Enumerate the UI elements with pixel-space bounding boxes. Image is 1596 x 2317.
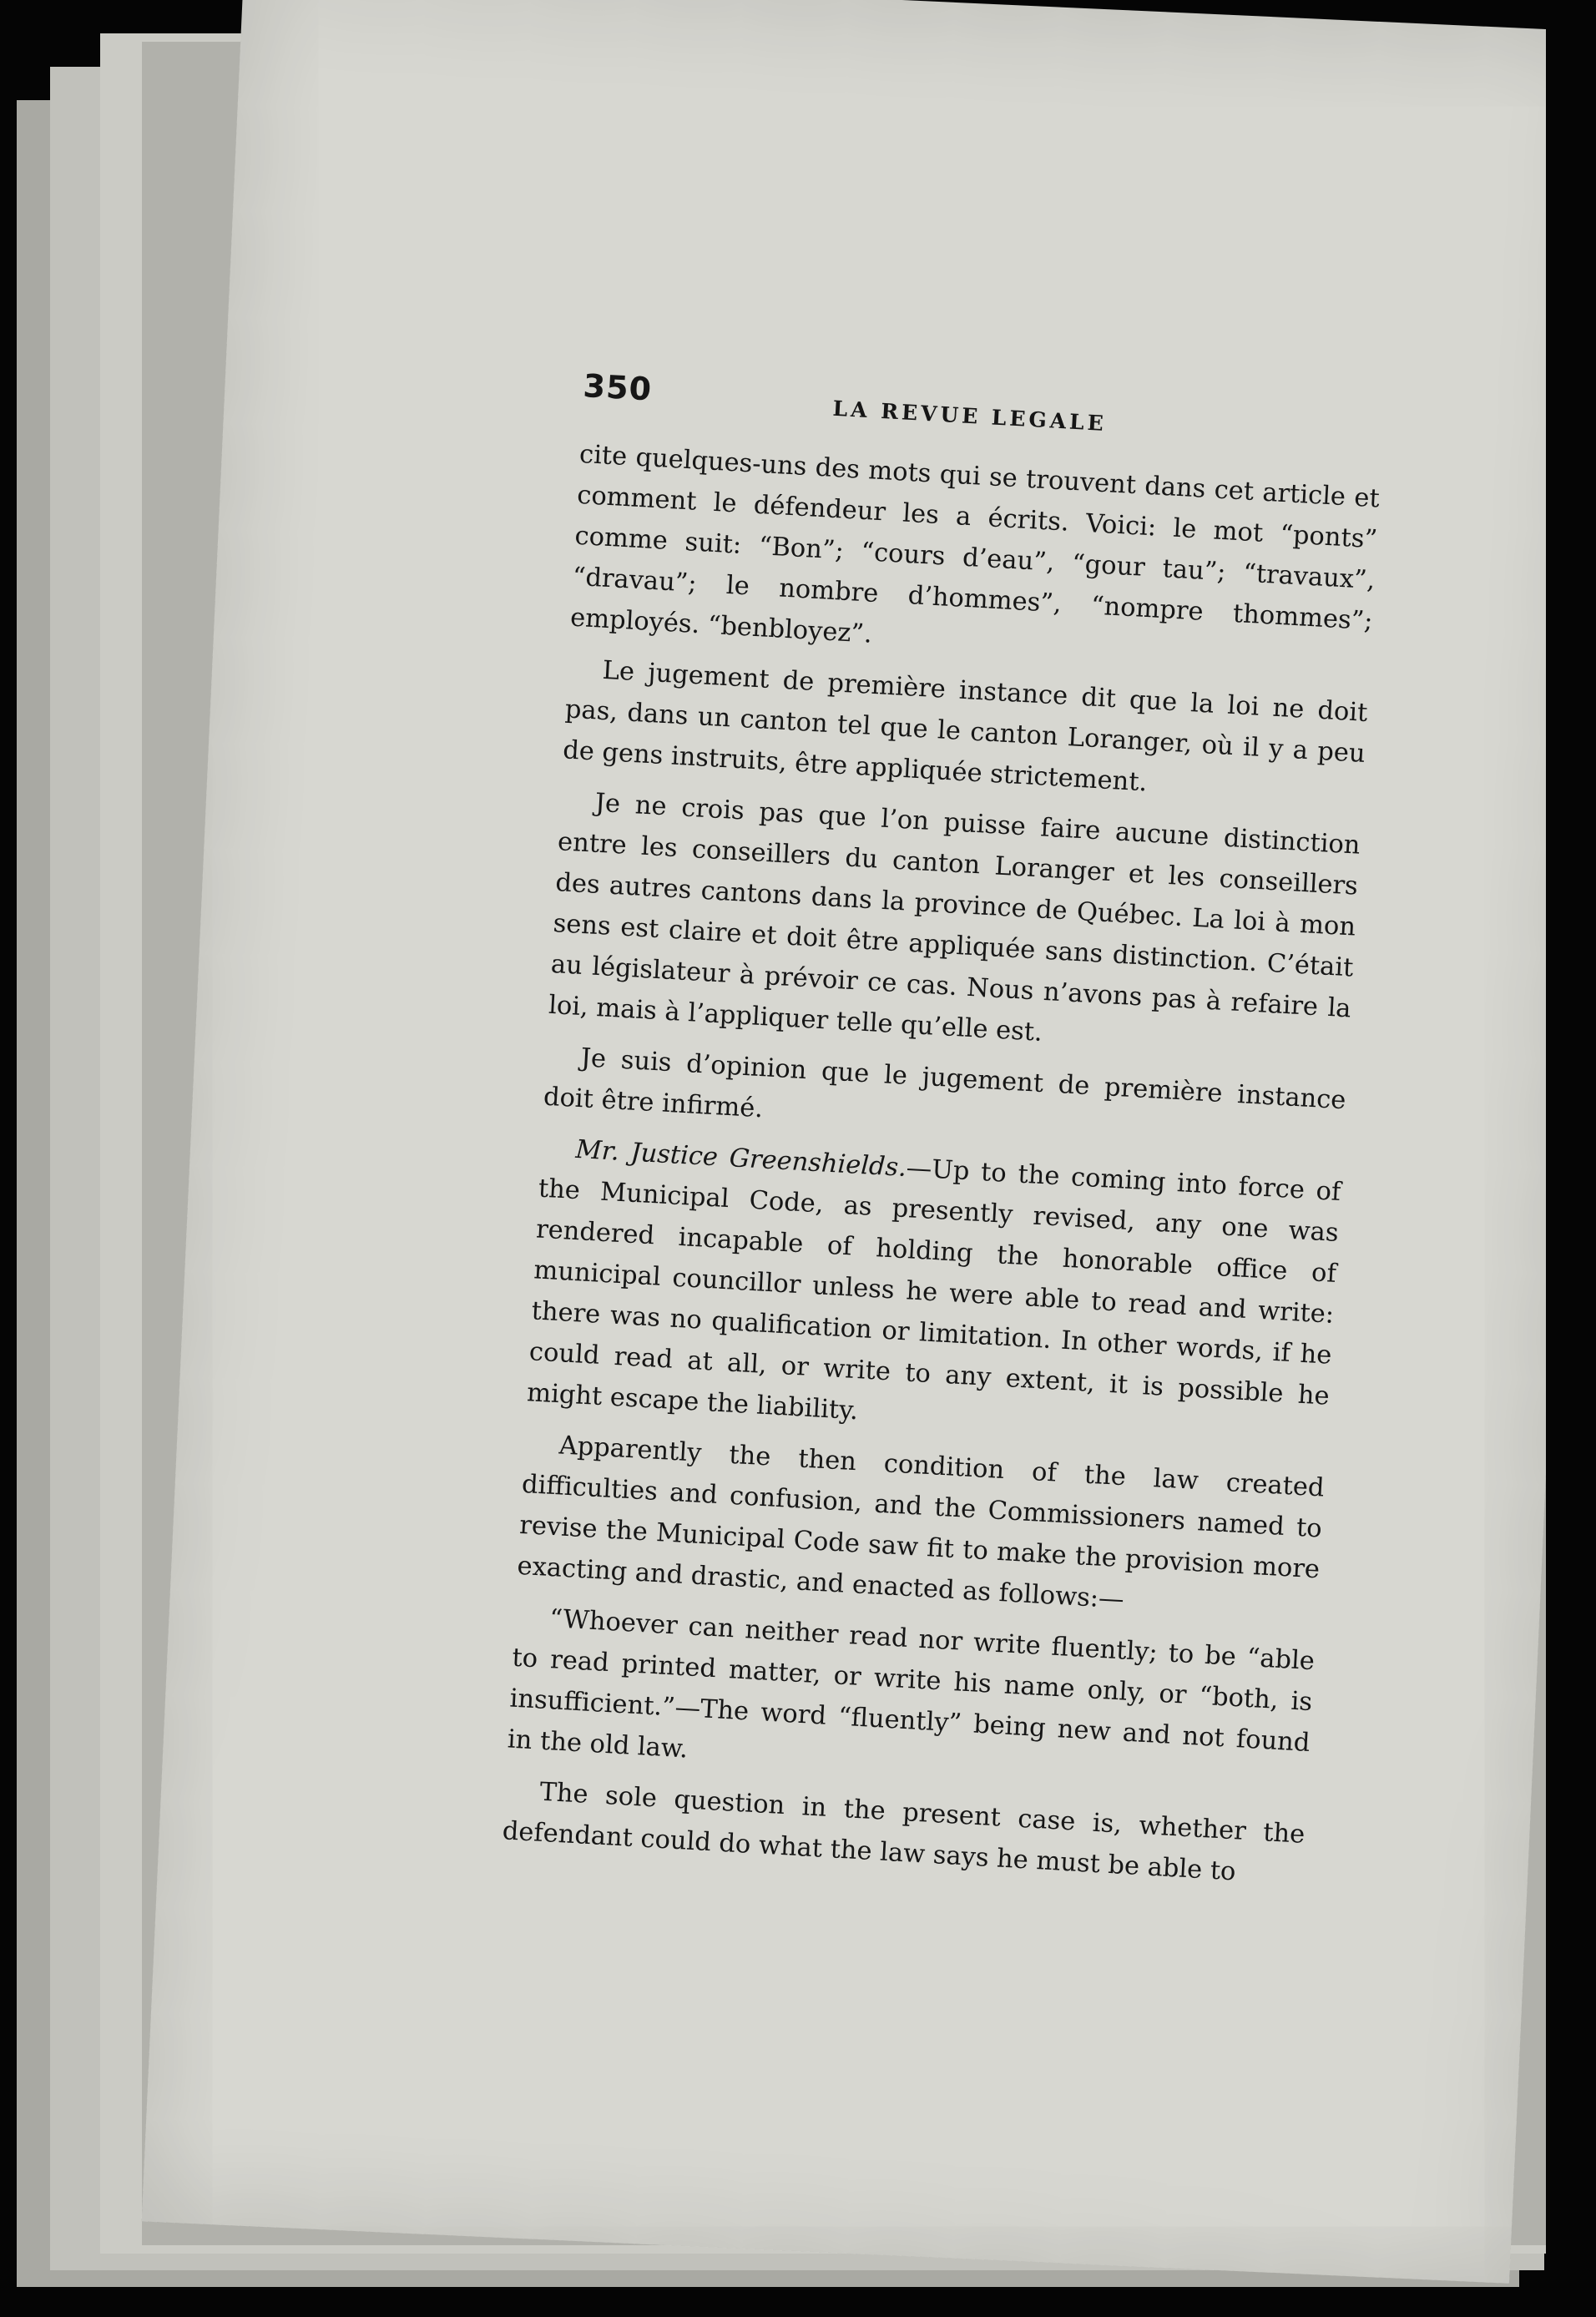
page-gutter-shadow xyxy=(1546,0,1596,2317)
paragraph: Le jugement de première instance dit que la loi ne doit pas, dans un canton tel que le canton Loranger, où il y a peu de gens instruits, être appliquée strictement. xyxy=(562,655,1369,798)
page-text-block xyxy=(501,367,1385,1906)
paragraph-greenshields xyxy=(526,1128,1342,1458)
paragraph: The sole question in the present case is, whether the defendant could do what the law says he must be able to xyxy=(501,1777,1306,1887)
journal-title: LA REVUE LEGALE xyxy=(831,396,1108,437)
paragraph: Apparently the then condition of the law created difficulties and confusion, and the Commissioners named to revise the Municipal Code saw fit to make the provision more exacting and drastic, and enacted as follows:— xyxy=(516,1431,1326,1615)
judge-name: Mr. Justice Greenshields. xyxy=(574,1134,907,1184)
page-number: 350 xyxy=(582,367,654,408)
quoted-provision: “Whoever can neither read nor write fluently; to be “able to read printed matter, or write his name only, or “both, is insufficient.”—The word “fluently” being new and not found in the old law. xyxy=(507,1604,1316,1764)
paragraph-text: —Up to the coming into force of the Municipal Code, as presently revised, any one was rendered incapable of holding the honorable office of municipal councillor unless he were able to read and write: there was no qualification or limitation. In other words, if he could read at all, or write to any extent, it is possible he might escape the liability. xyxy=(526,1153,1342,1426)
paragraph: Je ne crois pas que l’on puisse faire aucune distinction entre les conseillers du canton Loranger et les conseillers des autres cantons dans la province de Québec. La loi à mon sens est claire et doit être appliquée sans distinction. C’était au législateur à prévoir ce cas. Nous n’avons pas à refaire la loi, mais à l’appliquer telle qu’elle est. xyxy=(548,788,1361,1047)
paragraph: Je suis d’opinion que le jugement de première instance doit être infirmé. xyxy=(543,1043,1347,1124)
paragraph: cite quelques-uns des mots qui se trouvent dans cet article et comment le défendeur les a écrits. Voici: le mot “ponts” comme suit: “Bon”; “cours d’eau”, “gour tau”; “travaux”, “dravau”; le nombre d’hommes”, “nompre thommes”; employés. “benbloyez”. xyxy=(569,439,1381,649)
